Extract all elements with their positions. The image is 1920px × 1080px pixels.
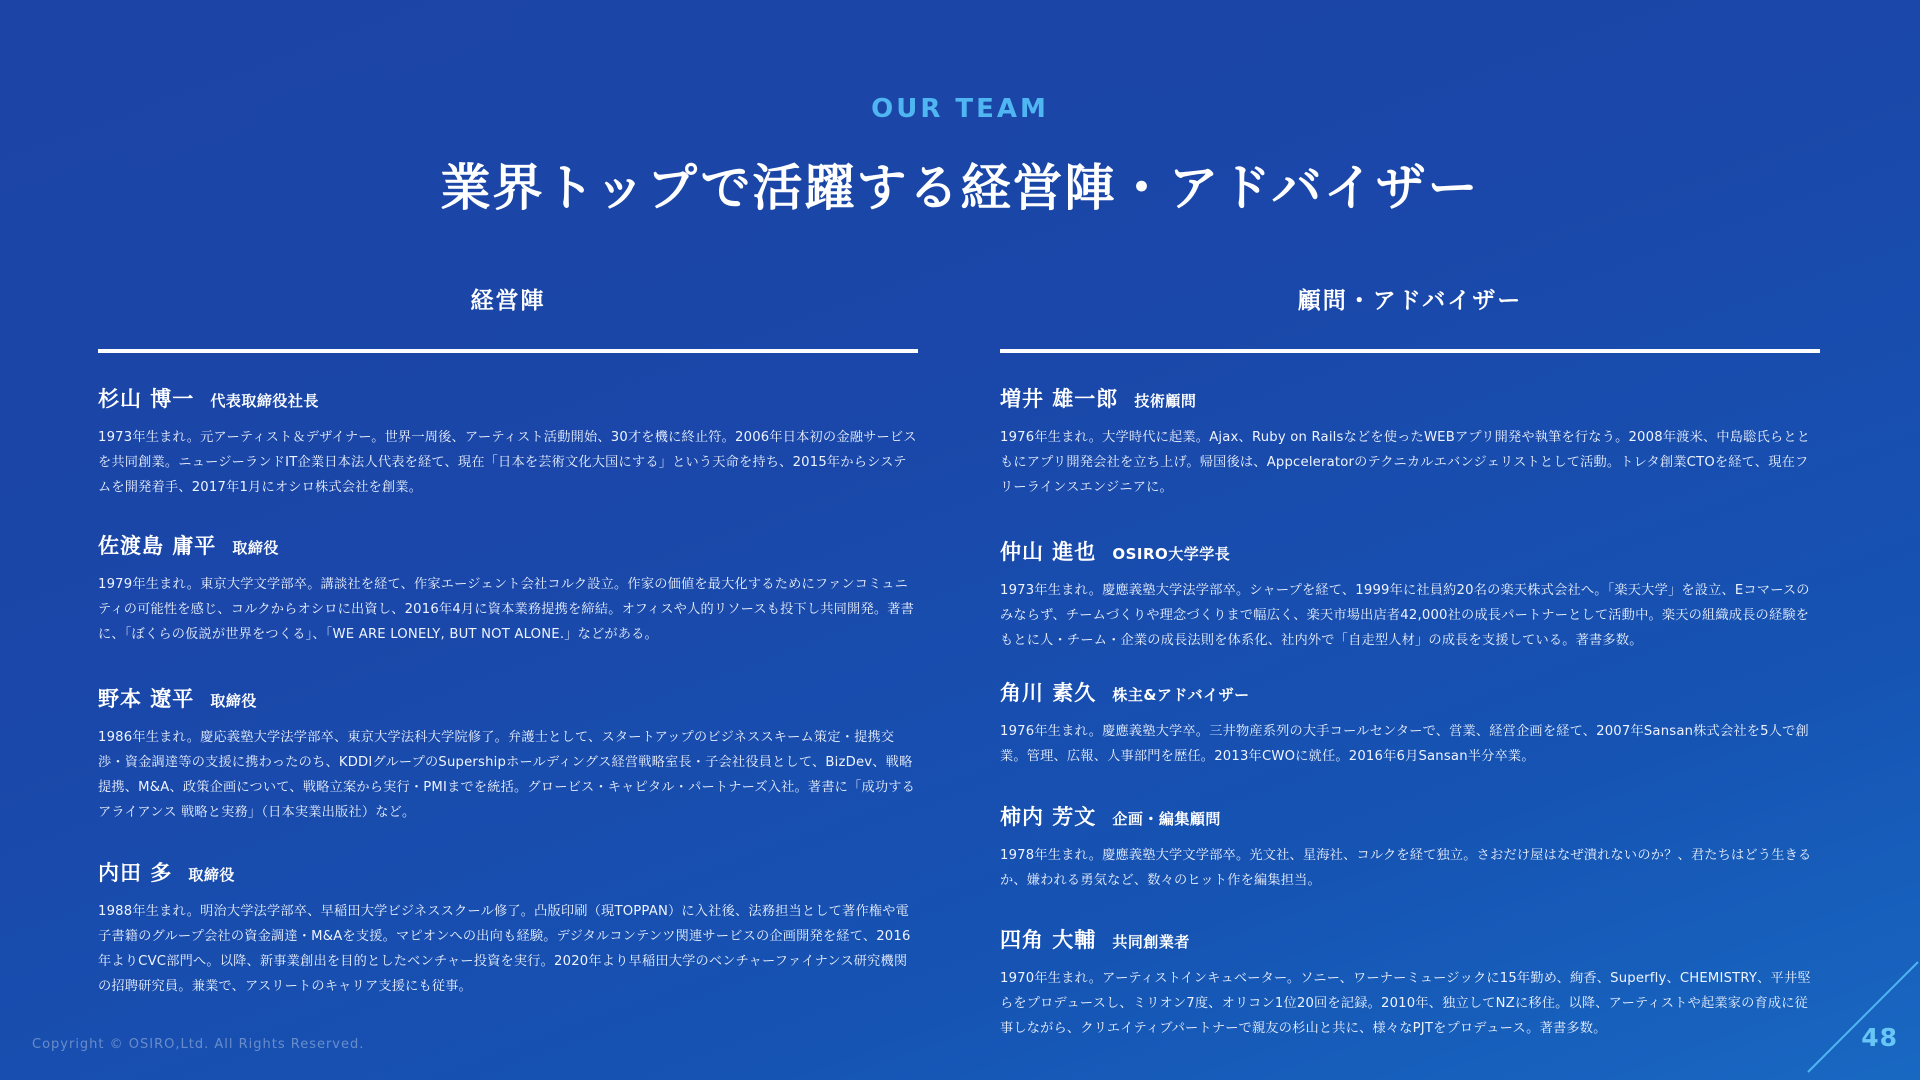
advisor-role: 株主&アドバイザー — [1112, 686, 1250, 704]
page-number: 48 — [1861, 1023, 1898, 1052]
management-column — [98, 283, 918, 994]
advisor-bio: 1978年生まれ。慶應義塾大学文学部卒。光文社、星海社、コルクを経て独立。さおだけ屋はなぜ潰れないのか？、君たちはどう生きるか、嫌われる勇気など、数々のヒット作を編集担当。 — [1000, 848, 1812, 888]
member-bio: 1988年生まれ。明治大学法学部卒、早稲田大学ビジネススクール修了。凸版印刷（現TOPPAN）に入社後、法務担当として著作権や電子書籍のグループ会社の資金調達・M&Aを支援。マピオンへの出向も経験。デジタルコンテンツ関連サービスの企画開発を経て、2016年よりCVC部門へ。以降、新事業創出を目的としたベンチャー投資を実行。2020年より早稲田大学のベンチャーファイナンス研究機関の招聘研究員。兼業で、アスリートのキャリア支援にも従事。 — [98, 904, 911, 994]
advisor-bio: 1976年生まれ。大学時代に起業。Ajax、Ruby on Railsなどを使ったWEBアプリ開発や執筆を行なう。2008年渡米、中島聡氏らとともにアプリ開発会社を立ち上げ。帰国後は、Appceleratorのテクニカルエバンジェリストとして活動。トレタ創業CTOを経て、現在フリーラインスエンジニアに。 — [1000, 430, 1811, 495]
advisor-name: 柿内 芳文 — [1000, 805, 1097, 829]
member-role: 取締役 — [188, 866, 235, 884]
advisors-divider — [1000, 349, 1820, 353]
management-divider — [98, 349, 918, 353]
member-name: 杉山 博一 — [98, 387, 195, 411]
member-name: 内田 多 — [98, 861, 173, 885]
advisor-role: 企画・編集顧問 — [1112, 810, 1221, 828]
advisor-role: OSIRO大学学長 — [1112, 545, 1231, 563]
member-bio: 1979年生まれ。東京大学文学部卒。講談社を経て、作家エージェント会社コルク設立。作家の価値を最大化するためにファンコミュニティの可能性を感じ、コルクからオシロに出資し、2016年4月に資本業務提携を締結。オフィスや人的リソースも投下し共同開発。著書に、「ぼくらの仮説が世界をつくる」、「WE ARE LONELY, BUT NOT ALONE.」などがある。 — [98, 577, 914, 642]
management-heading: 経営陣 — [470, 288, 546, 314]
advisor-card — [1000, 924, 1820, 1041]
advisors-column — [1000, 283, 1820, 1036]
advisor-card — [1000, 536, 1820, 653]
advisor-role: 技術顧問 — [1134, 392, 1197, 410]
member-role: 代表取締役社長 — [210, 392, 319, 410]
advisor-card — [1000, 383, 1820, 500]
member-name: 野本 遼平 — [98, 687, 195, 711]
member-role: 取締役 — [232, 539, 279, 557]
advisor-card — [1000, 677, 1820, 769]
member-card — [98, 383, 918, 500]
advisor-bio: 1976年生まれ。慶應義塾大学卒。三井物産系列の大手コールセンターで、営業、経営企画を経て、2007年Sansan株式会社を5人で創業。管理、広報、人事部門を歴任。2013年CWOに就任。2016年6月Sansan半分卒業。 — [1000, 724, 1809, 764]
section-eyebrow: OUR TEAM — [871, 94, 1049, 124]
member-name: 佐渡島 庸平 — [98, 534, 217, 558]
page-title: 業界トップで活躍する経営陣・アドバイザー — [440, 159, 1480, 217]
member-bio: 1973年生まれ。元アーティスト＆デザイナー。世界一周後、アーティスト活動開始、30才を機に終止符。2006年日本初の金融サービスを共同創業。ニュージーランドIT企業日本法人代表を経て、現在「日本を芸術文化大国にする」という天命を持ち、2015年からシステムを開発着手、2017年1月にオシロ株式会社を創業。 — [98, 430, 917, 495]
advisor-bio: 1973年生まれ。慶應義塾大学法学部卒。シャープを経て、1999年に社員約20名の楽天株式会社へ。「楽天大学」を設立、Eコマースのみならず、チームづくりや理念づくりまで幅広く、楽天市場出店者42,000社の成長パートナーとして活動中。楽天の組織成長の経験をもとに人・チーム・企業の成長法則を体系化、社内外で「自走型人材」の成長を支援している。著書多数。 — [1000, 583, 1810, 648]
copyright-notice: Copyright © OSIRO,Ltd. All Rights Reserved. — [32, 1037, 365, 1052]
advisor-role: 共同創業者 — [1112, 933, 1190, 951]
advisor-name: 角川 素久 — [1000, 681, 1097, 705]
advisor-name: 増井 雄一郎 — [1000, 387, 1119, 411]
advisor-name: 四角 大輔 — [1000, 928, 1097, 952]
member-card — [98, 683, 918, 825]
advisor-bio: 1970年生まれ。アーティストインキュベーター。ソニー、ワーナーミュージックに15年勤め、絢香、Superfly、CHEMISTRY、平井堅らをプロデュースし、ミリオン7度、オリコン1位20回を記録。2010年、独立してNZに移住。以降、アーティストや起業家の育成に従事しながら、クリエイティブパートナーで親友の杉山と共に、様々なPJTをプロデュース。著書多数。 — [1000, 971, 1811, 1036]
corner-slash-decoration — [1790, 960, 1920, 1080]
advisor-name: 仲山 進也 — [1000, 540, 1097, 564]
advisor-card — [1000, 801, 1820, 893]
member-role: 取締役 — [210, 692, 257, 710]
member-card — [98, 857, 918, 999]
member-card — [98, 530, 918, 647]
member-bio: 1986年生まれ。慶応義塾大学法学部卒、東京大学法科大学院修了。弁護士として、スタートアップのビジネススキーム策定・提携交渉・資金調達等の支援に携わったのち、KDDIグループのSupershipホールディングス経営戦略室長・子会社役員として、BizDev、戦略提携、M&A、政策企画について、戦略立案から実行・PMIまでを統括。グロービス・キャピタル・パートナーズ入社。著書に「成功するアライアンス 戦略と実務」（日本実業出版社）など。 — [98, 730, 915, 820]
advisors-heading: 顧問・アドバイザー — [1297, 288, 1523, 314]
